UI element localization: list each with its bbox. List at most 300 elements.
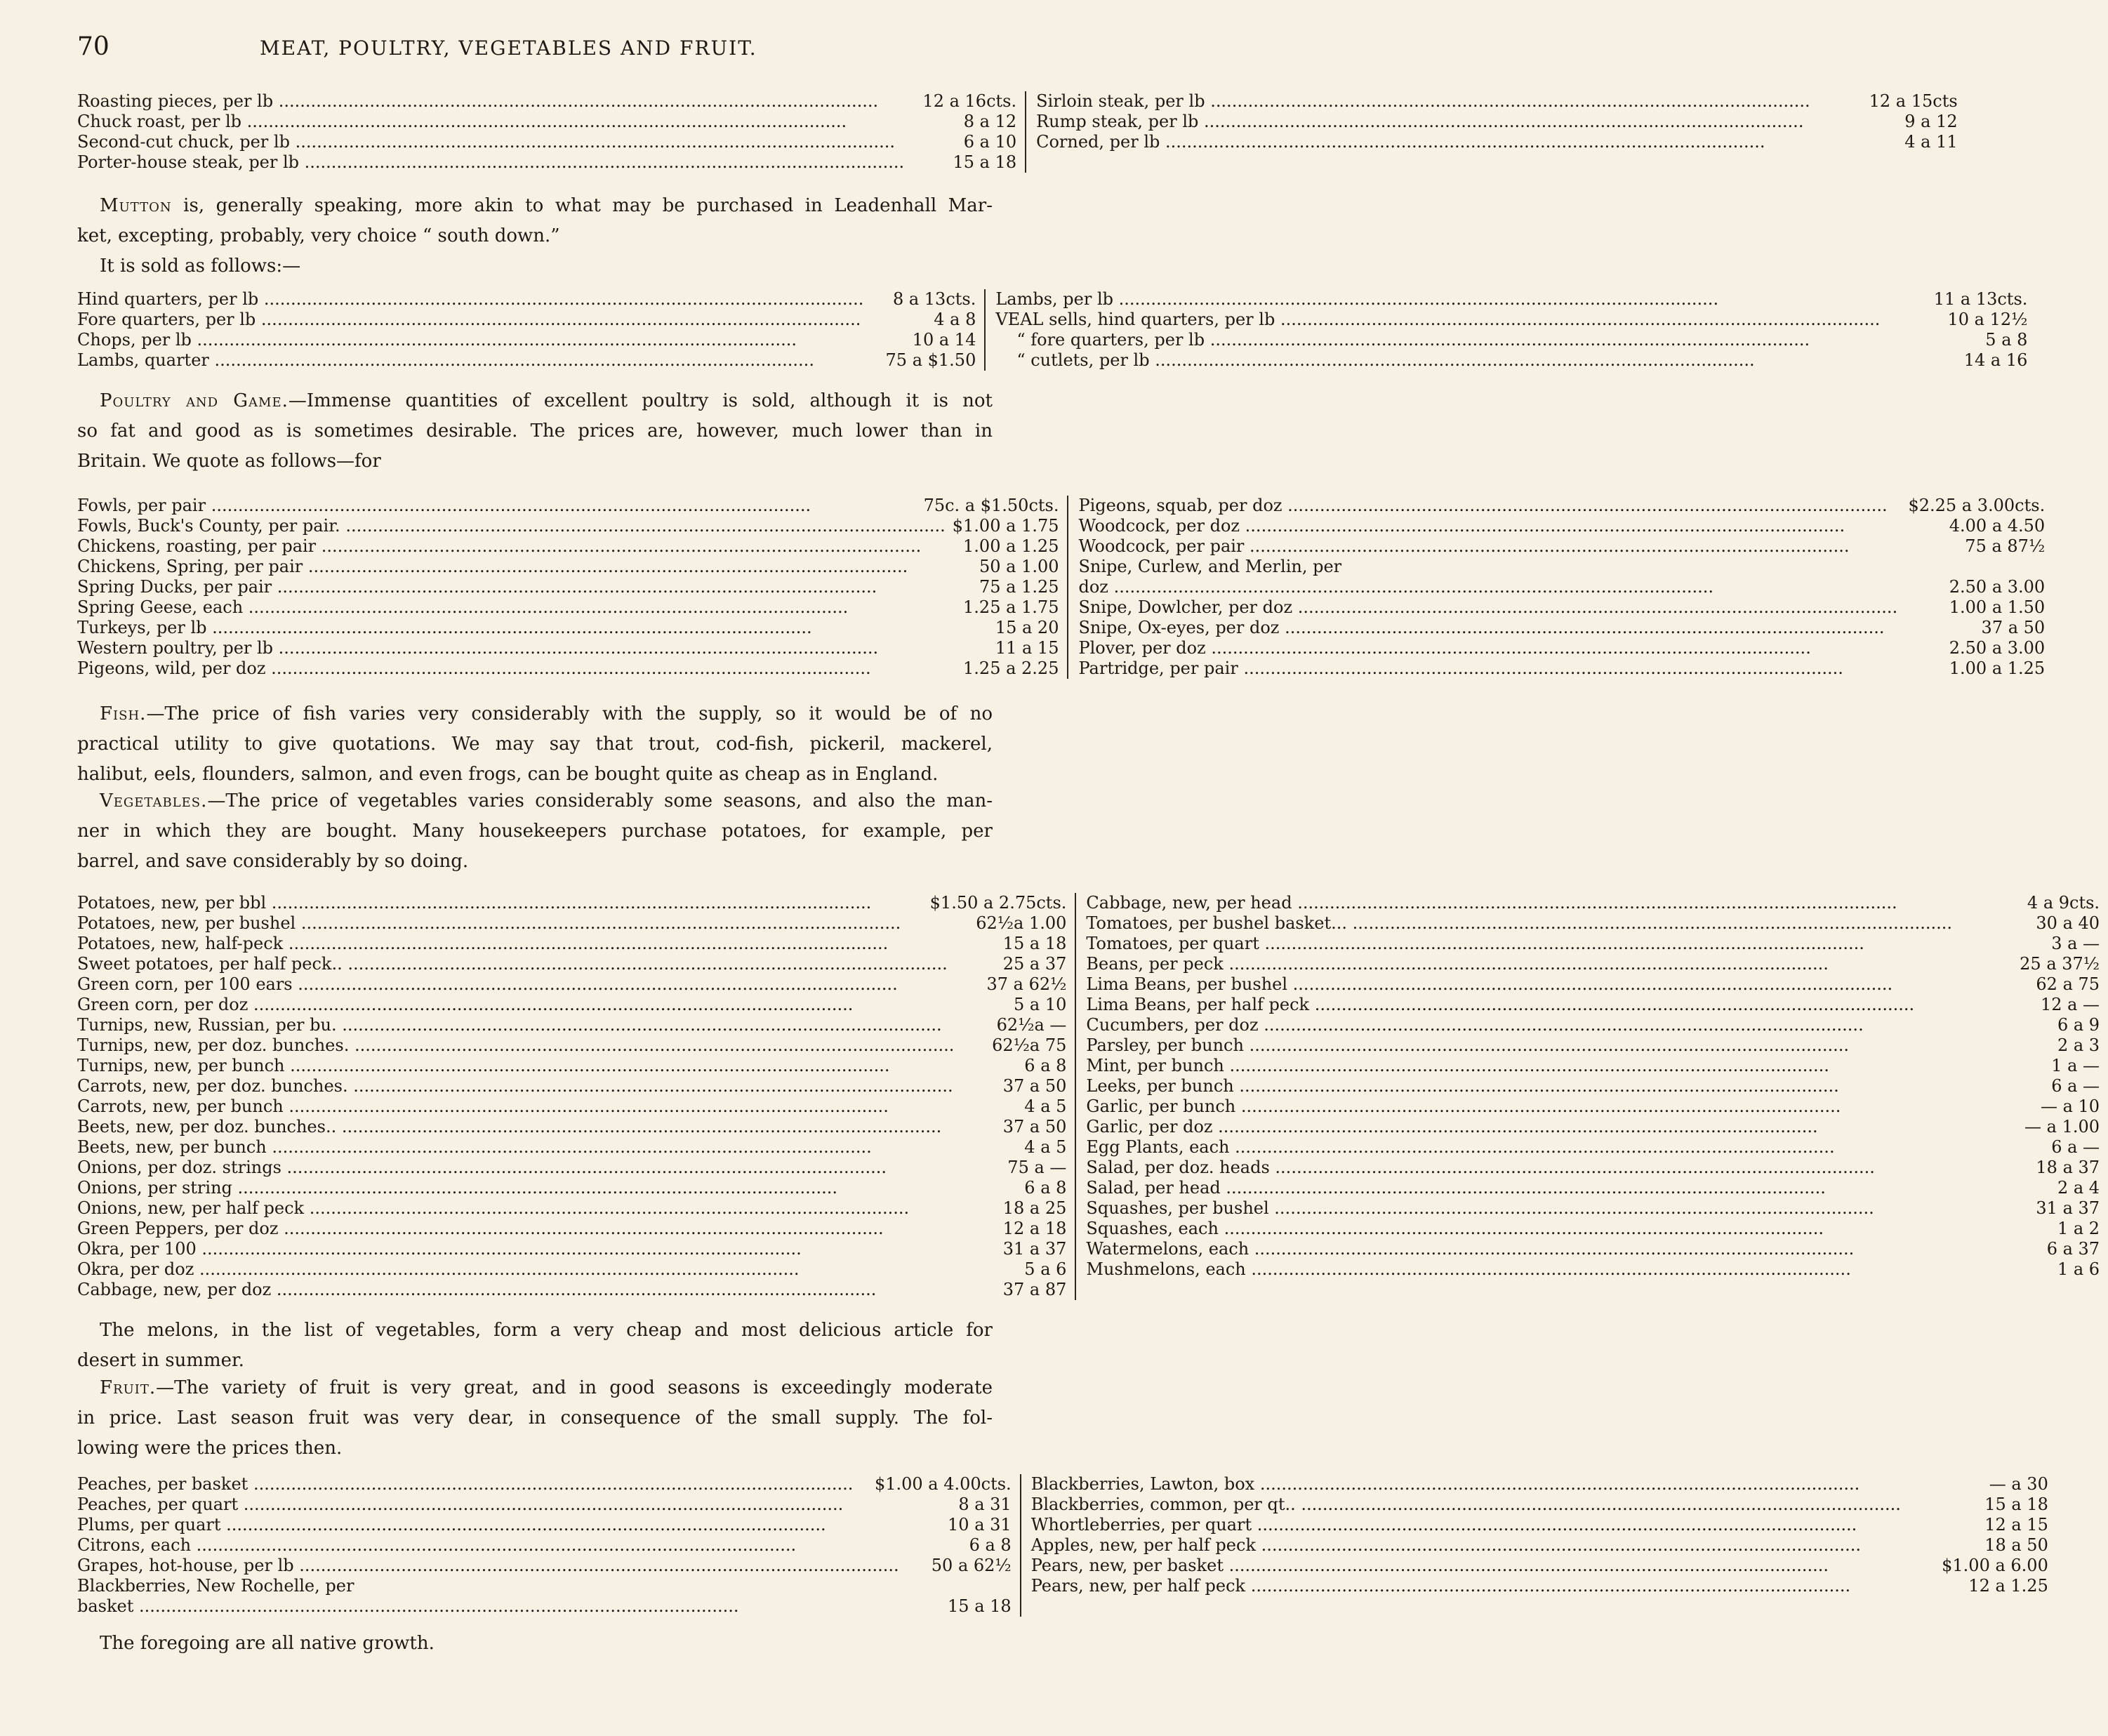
price-item: “ cutlets, per lb .....	[995, 350, 1880, 371]
price-row	[1086, 1198, 2108, 1219]
price-row	[77, 618, 1067, 638]
beef-price-table	[77, 91, 1958, 173]
price-value: 8 a 13cts.	[892, 289, 976, 309]
price-row	[77, 1178, 1075, 1198]
price-row	[995, 330, 2036, 350]
price-value: 14 a 16	[1963, 350, 2028, 370]
price-value: 4 a 5	[1024, 1096, 1067, 1116]
price-value: 62½a 1.00	[976, 913, 1067, 933]
price-item: Citrons, each .....	[77, 1535, 899, 1556]
page-number: 70	[77, 32, 110, 61]
poultry-left-column	[77, 496, 1067, 679]
price-item: Lambs, quarter .....	[77, 350, 863, 371]
price-value: 15 a 18	[1984, 1495, 2048, 1514]
price-value: 11 a 15	[995, 638, 1059, 658]
price-value: 1 a —	[2051, 1056, 2100, 1075]
mutton-line-1: is, generally speaking, more akin to what may be purchased in Leadenhall Mar-	[171, 195, 993, 216]
price-row	[1031, 1474, 2057, 1495]
price-row	[77, 1219, 1075, 1239]
price-value: 62½a —	[996, 1015, 1067, 1035]
price-row	[1078, 496, 2053, 516]
price-item: Cucumbers, per doz .....	[1086, 1015, 1952, 1035]
price-item: Fowls, per pair .....	[77, 496, 917, 516]
price-value: $1.00 a 4.00cts.	[874, 1474, 1012, 1494]
price-value: 4 a 11	[1904, 132, 1958, 152]
price-value: 37 a 50	[1002, 1076, 1067, 1096]
fruit-line-1: —The variety of fruit is very great, and in good seasons is exceedingly moderate	[156, 1377, 993, 1398]
price-value: 6 a 10	[963, 132, 1017, 152]
price-row	[77, 1596, 1020, 1617]
price-item: Fowls, Buck's County, per pair. .....	[77, 516, 946, 536]
mutton-line-3: It is sold as follows:—	[100, 256, 301, 277]
price-value: 62 a 75	[2036, 974, 2100, 994]
price-value: 4 a 8	[934, 310, 976, 329]
price-row	[1086, 1178, 2108, 1198]
price-row	[77, 1576, 1020, 1596]
price-row	[77, 289, 984, 310]
price-value: 62½a 75	[992, 1035, 1067, 1055]
price-item: Snipe, Dowlcher, per doz .....	[1078, 597, 1897, 618]
price-value: 4.00 a 4.50	[1949, 516, 2046, 536]
price-value	[1897, 557, 2053, 577]
price-value: 8 a 31	[958, 1495, 1012, 1514]
poultry-line-2: so fat and good as is sometimes desirable. The prices are, however, much lower than in	[77, 420, 993, 442]
price-value: 6 a 37	[2046, 1239, 2100, 1259]
price-item: basket .....	[77, 1596, 899, 1617]
price-value: 1 a 6	[2057, 1259, 2100, 1279]
price-value: 75 a 87½	[1965, 536, 2046, 556]
price-row	[77, 1056, 1075, 1076]
price-row	[77, 350, 984, 371]
price-value: 12 a 1.25	[1968, 1576, 2048, 1596]
price-item: Green Peppers, per doz .....	[77, 1219, 954, 1239]
price-item: Apples, new, per half peck .....	[1031, 1535, 1901, 1556]
price-value: 10 a 31	[948, 1515, 1012, 1535]
price-item: Snipe, Ox-eyes, per doz .....	[1078, 618, 1897, 638]
price-item: Plover, per doz .....	[1078, 638, 1897, 658]
price-item: Pears, new, per half peck .....	[1031, 1576, 1901, 1596]
price-value: 6 a 8	[969, 1535, 1012, 1555]
price-row	[1086, 1076, 2108, 1096]
price-item: Egg Plants, each .....	[1086, 1137, 1952, 1158]
price-row	[1031, 1556, 2057, 1576]
poultry-heading: Poultry and Game.	[100, 390, 289, 411]
price-value: 9 a 12	[1904, 112, 1958, 131]
fruit-left-column	[77, 1474, 1020, 1617]
fruit-right-column	[1020, 1474, 2057, 1617]
price-row	[1036, 132, 1966, 152]
price-item: Onions, per string .....	[77, 1178, 954, 1198]
price-value: 30 a 40	[2036, 913, 2100, 933]
price-row	[1086, 1259, 2108, 1280]
fish-paragraph	[77, 699, 993, 790]
beef-right-column	[1025, 91, 1966, 173]
price-row	[1086, 1117, 2108, 1137]
price-value: 15 a 18	[1002, 934, 1067, 953]
price-row	[1078, 658, 2053, 679]
price-item: Turnips, new, Russian, per bu. .....	[77, 1015, 954, 1035]
price-value: 37 a 50	[1002, 1117, 1067, 1137]
price-item: Garlic, per bunch .....	[1086, 1096, 1952, 1117]
price-value: 15 a 18	[948, 1596, 1012, 1616]
price-row	[1036, 91, 1966, 112]
price-item: Carrots, new, per bunch .....	[77, 1096, 954, 1117]
price-value: 75 a $1.50	[885, 350, 976, 370]
price-item: VEAL sells, hind quarters, per lb .....	[995, 310, 1880, 330]
price-row	[77, 557, 1067, 577]
price-row	[77, 132, 1025, 152]
price-value: 37 a 50	[1981, 618, 2046, 637]
price-row	[77, 1137, 1075, 1158]
price-item: Watermelons, each .....	[1086, 1239, 1952, 1259]
price-row	[1086, 1219, 2108, 1239]
price-value: — a 1.00	[2024, 1117, 2100, 1137]
price-value: 50 a 1.00	[979, 557, 1059, 576]
price-row	[1031, 1576, 2057, 1596]
price-value: 6 a 8	[1024, 1056, 1067, 1075]
price-value: 12 a 15	[1984, 1515, 2048, 1535]
closing-line: The foregoing are all native growth.	[100, 1633, 435, 1654]
price-value: 15 a 18	[953, 152, 1017, 172]
price-value: 5 a 8	[1985, 330, 2028, 350]
price-item: Partridge, per pair .....	[1078, 658, 1897, 679]
price-item: Corned, per lb .....	[1036, 132, 1810, 152]
melons-paragraph	[77, 1316, 993, 1376]
price-item: Chuck roast, per lb .....	[77, 112, 904, 132]
price-item: Tomatoes, per quart .....	[1086, 934, 1952, 954]
price-value: 18 a 25	[1002, 1198, 1067, 1218]
price-item: Whortleberries, per quart .....	[1031, 1515, 1901, 1535]
price-item: Roasting pieces, per lb .....	[77, 91, 904, 112]
price-item: Beets, new, per doz. bunches.. .....	[77, 1117, 954, 1137]
price-value: 12 a 16cts.	[922, 91, 1017, 111]
mutton-line-2: ket, excepting, probably, very choice “ south down.”	[77, 225, 560, 246]
price-value: 37 a 62½	[986, 974, 1067, 994]
price-row	[1078, 516, 2053, 536]
price-item: Hind quarters, per lb .....	[77, 289, 863, 310]
fish-line-1: —The price of fish varies very considerably with the supply, so it would be of no	[146, 703, 993, 724]
price-row	[77, 310, 984, 330]
fruit-heading: Fruit.	[100, 1377, 157, 1398]
closing-paragraph	[77, 1629, 993, 1659]
price-item: Lima Beans, per half peck .....	[1086, 995, 1952, 1015]
price-value: $2.25 a 3.00cts.	[1908, 496, 2046, 515]
price-row	[77, 1259, 1075, 1280]
price-row	[1086, 1137, 2108, 1158]
price-item: Carrots, new, per doz. bunches. .....	[77, 1076, 954, 1096]
price-value: 25 a 37	[1002, 954, 1067, 974]
price-row	[77, 974, 1075, 995]
price-row	[77, 1556, 1020, 1576]
price-item: Green corn, per doz .....	[77, 995, 954, 1015]
price-value: 31 a 37	[2036, 1198, 2100, 1218]
price-row	[77, 1158, 1075, 1178]
price-row	[77, 1096, 1075, 1117]
vegetables-left-column	[77, 893, 1075, 1300]
price-row	[77, 1474, 1020, 1495]
price-item: Potatoes, new, per bbl .....	[77, 893, 923, 913]
price-value: 5 a 10	[1014, 995, 1067, 1014]
price-item: Western poultry, per lb .....	[77, 638, 946, 658]
price-row	[1086, 954, 2108, 974]
price-value: 2 a 3	[2057, 1035, 2100, 1055]
price-item: Beets, new, per bunch .....	[77, 1137, 954, 1158]
price-value: 50 a 62½	[931, 1556, 1012, 1575]
price-row	[1031, 1535, 2057, 1556]
mutton-paragraph	[77, 191, 993, 281]
price-row	[77, 954, 1075, 974]
price-item: Grapes, hot-house, per lb .....	[77, 1556, 899, 1576]
page-header	[77, 32, 990, 63]
vegetables-line-2: ner in which they are bought. Many housekeepers purchase potatoes, for example, per	[77, 821, 993, 842]
price-value: 4 a 5	[1024, 1137, 1067, 1157]
poultry-right-column	[1067, 496, 2053, 679]
price-row	[1078, 536, 2053, 557]
price-row	[1078, 638, 2053, 658]
price-row	[77, 1280, 1075, 1300]
price-row	[1031, 1515, 2057, 1535]
price-row	[77, 1535, 1020, 1556]
price-row	[1086, 1015, 2108, 1035]
price-item: Plums, per quart .....	[77, 1515, 899, 1535]
price-row	[1086, 934, 2108, 954]
price-row	[77, 1035, 1075, 1056]
price-value: 1.25 a 2.25	[963, 658, 1059, 678]
price-row	[77, 1198, 1075, 1219]
beef-left-column	[77, 91, 1025, 173]
price-value: 1.00 a 1.50	[1949, 597, 2046, 617]
price-item: Pigeons, squab, per doz .....	[1078, 496, 1897, 516]
price-row	[77, 496, 1067, 516]
melons-line-2: desert in summer.	[77, 1350, 244, 1371]
price-value: 1.00 a 1.25	[1949, 658, 2046, 678]
price-item: Turnips, new, per doz. bunches. .....	[77, 1035, 954, 1056]
price-row	[77, 893, 1075, 913]
price-item: Salad, per doz. heads .....	[1086, 1158, 1952, 1178]
price-item: Onions, per doz. strings .....	[77, 1158, 954, 1178]
mutton-heading: Mutton	[100, 195, 172, 216]
vegetables-heading: Vegetables.	[100, 790, 208, 811]
price-item: Fore quarters, per lb .....	[77, 310, 863, 330]
price-row	[77, 152, 1025, 173]
price-item: Mint, per bunch .....	[1086, 1056, 1952, 1076]
price-item: Potatoes, new, per bushel .....	[77, 913, 954, 934]
price-item: Cabbage, new, per doz .....	[77, 1280, 954, 1300]
price-row	[1086, 995, 2108, 1015]
price-value: 75c. a $1.50cts.	[923, 496, 1059, 515]
price-item: Chickens, Spring, per pair .....	[77, 557, 946, 577]
price-item: Mushmelons, each .....	[1086, 1259, 1952, 1280]
price-item: “ fore quarters, per lb .....	[995, 330, 1880, 350]
price-item: Blackberries, Lawton, box .....	[1031, 1474, 1901, 1495]
price-item: Sirloin steak, per lb .....	[1036, 91, 1810, 112]
price-item: Okra, per doz .....	[77, 1259, 954, 1280]
price-row	[1078, 618, 2053, 638]
price-item: Okra, per 100 .....	[77, 1239, 954, 1259]
price-row	[995, 310, 2036, 330]
price-value: $1.00 a 1.75	[952, 516, 1059, 536]
price-row	[77, 597, 1067, 618]
price-row	[1086, 893, 2108, 913]
price-row	[1086, 1035, 2108, 1056]
price-value: — a 10	[2040, 1096, 2100, 1116]
price-item: Sweet potatoes, per half peck.. .....	[77, 954, 954, 974]
poultry-paragraph	[77, 386, 993, 477]
price-row	[77, 91, 1025, 112]
price-item: Salad, per head .....	[1086, 1178, 1952, 1198]
price-row	[77, 536, 1067, 557]
vegetables-right-column	[1075, 893, 2108, 1300]
price-row	[1086, 1056, 2108, 1076]
price-row	[77, 1515, 1020, 1535]
price-item: Blackberries, New Rochelle, per	[77, 1576, 354, 1596]
mutton-left-column	[77, 289, 984, 371]
price-row	[77, 995, 1075, 1015]
price-value: 6 a —	[2051, 1137, 2100, 1157]
price-item: Tomatoes, per bushel basket... .....	[1086, 913, 1952, 934]
price-value: 12 a —	[2040, 995, 2100, 1014]
price-value: 15 a 20	[995, 618, 1059, 637]
price-value: 18 a 37	[2036, 1158, 2100, 1177]
price-row	[1031, 1495, 2057, 1515]
price-value: 31 a 37	[1002, 1239, 1067, 1259]
price-item: Parsley, per bunch .....	[1086, 1035, 1952, 1056]
fruit-line-2: in price. Last season fruit was very dear, in consequence of the small supply. The fol-	[77, 1407, 993, 1429]
price-value: 37 a 87	[1002, 1280, 1067, 1299]
price-item: Turnips, new, per bunch .....	[77, 1056, 954, 1076]
poultry-line-3: Britain. We quote as follows—for	[77, 451, 381, 472]
price-row	[1086, 974, 2108, 995]
vegetables-line-3: barrel, and save considerably by so doing.	[77, 851, 469, 872]
fruit-price-table	[77, 1474, 2048, 1617]
price-item: Spring Geese, each .....	[77, 597, 946, 618]
price-row	[1086, 913, 2108, 934]
price-item: Blackberries, common, per qt.. .....	[1031, 1495, 1901, 1515]
price-row	[77, 934, 1075, 954]
price-value: 75 a —	[1007, 1158, 1067, 1177]
price-item: Lima Beans, per bushel .....	[1086, 974, 1952, 995]
price-value: 1.25 a 1.75	[963, 597, 1059, 617]
poultry-line-1: —Immense quantities of excellent poultry is sold, although it is not	[288, 390, 993, 411]
vegetables-paragraph	[77, 786, 993, 877]
price-value: 10 a 12½	[1947, 310, 2028, 329]
price-item: Squashes, each .....	[1086, 1219, 1952, 1239]
price-value: 8 a 12	[963, 112, 1017, 131]
price-item: Beans, per peck .....	[1086, 954, 1952, 974]
price-row	[77, 112, 1025, 132]
price-row	[1086, 1239, 2108, 1259]
price-value: 11 a 13cts.	[1933, 289, 2028, 309]
price-row	[1086, 1096, 2108, 1117]
price-row	[1078, 577, 2053, 597]
price-item: doz .....	[1078, 577, 1897, 597]
price-row	[1036, 112, 1966, 132]
price-row	[77, 1495, 1020, 1515]
price-item: Cabbage, new, per head .....	[1086, 893, 1952, 913]
fish-line-2: practical utility to give quotations. We may say that trout, cod-fish, pickeril, mackerel,	[77, 734, 993, 755]
price-item: Peaches, per quart .....	[77, 1495, 899, 1515]
price-row	[995, 350, 2036, 371]
price-row	[995, 289, 2036, 310]
price-row	[77, 638, 1067, 658]
fruit-line-3: lowing were the prices then.	[77, 1438, 343, 1459]
price-value: 18 a 50	[1984, 1535, 2048, 1555]
price-value: 10 a 14	[912, 330, 976, 350]
mutton-right-column	[984, 289, 2036, 371]
price-value	[1005, 1576, 1020, 1596]
price-item: Snipe, Curlew, and Merlin, per	[1078, 557, 1342, 576]
fruit-paragraph	[77, 1373, 993, 1464]
poultry-price-table	[77, 496, 2046, 679]
price-item: Turkeys, per lb .....	[77, 618, 946, 638]
price-row	[1078, 557, 2053, 577]
price-item: Squashes, per bushel .....	[1086, 1198, 1952, 1219]
price-value: 1.00 a 1.25	[963, 536, 1059, 556]
price-value: 6 a —	[2051, 1076, 2100, 1096]
running-title: MEAT, POULTRY, VEGETABLES AND FRUIT.	[260, 37, 757, 60]
price-item: Green corn, per 100 ears .....	[77, 974, 954, 995]
price-item: Pigeons, wild, per doz .....	[77, 658, 946, 679]
price-value: 5 a 6	[1024, 1259, 1067, 1279]
price-value: 6 a 9	[2057, 1015, 2100, 1035]
melons-line-1: The melons, in the list of vegetables, form a very cheap and most delicious article for	[100, 1320, 993, 1341]
price-value: 2 a 4	[2057, 1178, 2100, 1198]
price-value: 25 a 37½	[2020, 954, 2100, 974]
price-row	[77, 913, 1075, 934]
price-item: Chops, per lb .....	[77, 330, 863, 350]
fish-line-3: halibut, eels, flounders, salmon, and even frogs, can be bought quite as cheap as in England.	[77, 764, 939, 785]
price-item: Pears, new, per basket .....	[1031, 1556, 1901, 1576]
price-item: Peaches, per basket .....	[77, 1474, 868, 1495]
price-value: 2.50 a 3.00	[1949, 577, 2046, 597]
price-row	[77, 1239, 1075, 1259]
price-item: Chickens, roasting, per pair .....	[77, 536, 946, 557]
price-item: Lambs, per lb .....	[995, 289, 1880, 310]
price-item: Second-cut chuck, per lb .....	[77, 132, 904, 152]
price-row	[77, 1015, 1075, 1035]
price-row	[77, 577, 1067, 597]
price-value: $1.50 a 2.75cts.	[929, 893, 1067, 913]
price-value: 3 a —	[2051, 934, 2100, 953]
price-row	[77, 330, 984, 350]
price-row	[77, 1117, 1075, 1137]
price-value: 12 a 18	[1002, 1219, 1067, 1238]
mutton-price-table	[77, 289, 2028, 371]
price-row	[77, 516, 1067, 536]
price-item: Rump steak, per lb .....	[1036, 112, 1810, 132]
price-value: 4 a 9cts.	[2027, 893, 2100, 913]
vegetables-line-1: —The price of vegetables varies considerably some seasons, and also the man-	[207, 790, 993, 811]
price-value: 1 a 2	[2057, 1219, 2100, 1238]
price-item: Woodcock, per doz .....	[1078, 516, 1897, 536]
price-value: 2.50 a 3.00	[1949, 638, 2046, 658]
price-row	[1078, 597, 2053, 618]
price-value: 75 a 1.25	[979, 577, 1059, 597]
price-value: 6 a 8	[1024, 1178, 1067, 1198]
price-value: — a 30	[1989, 1474, 2048, 1494]
price-item: Potatoes, new, half-peck .....	[77, 934, 954, 954]
price-item: Spring Ducks, per pair .....	[77, 577, 946, 597]
price-item: Woodcock, per pair .....	[1078, 536, 1897, 557]
fish-heading: Fish.	[100, 703, 147, 724]
price-item: Porter-house steak, per lb .....	[77, 152, 904, 173]
price-row	[1086, 1158, 2108, 1178]
price-row	[77, 658, 1067, 679]
price-item: Leeks, per bunch .....	[1086, 1076, 1952, 1096]
price-value: 12 a 15cts	[1869, 91, 1958, 111]
price-item: Onions, new, per half peck .....	[77, 1198, 954, 1219]
price-item: Garlic, per doz .....	[1086, 1117, 1952, 1137]
